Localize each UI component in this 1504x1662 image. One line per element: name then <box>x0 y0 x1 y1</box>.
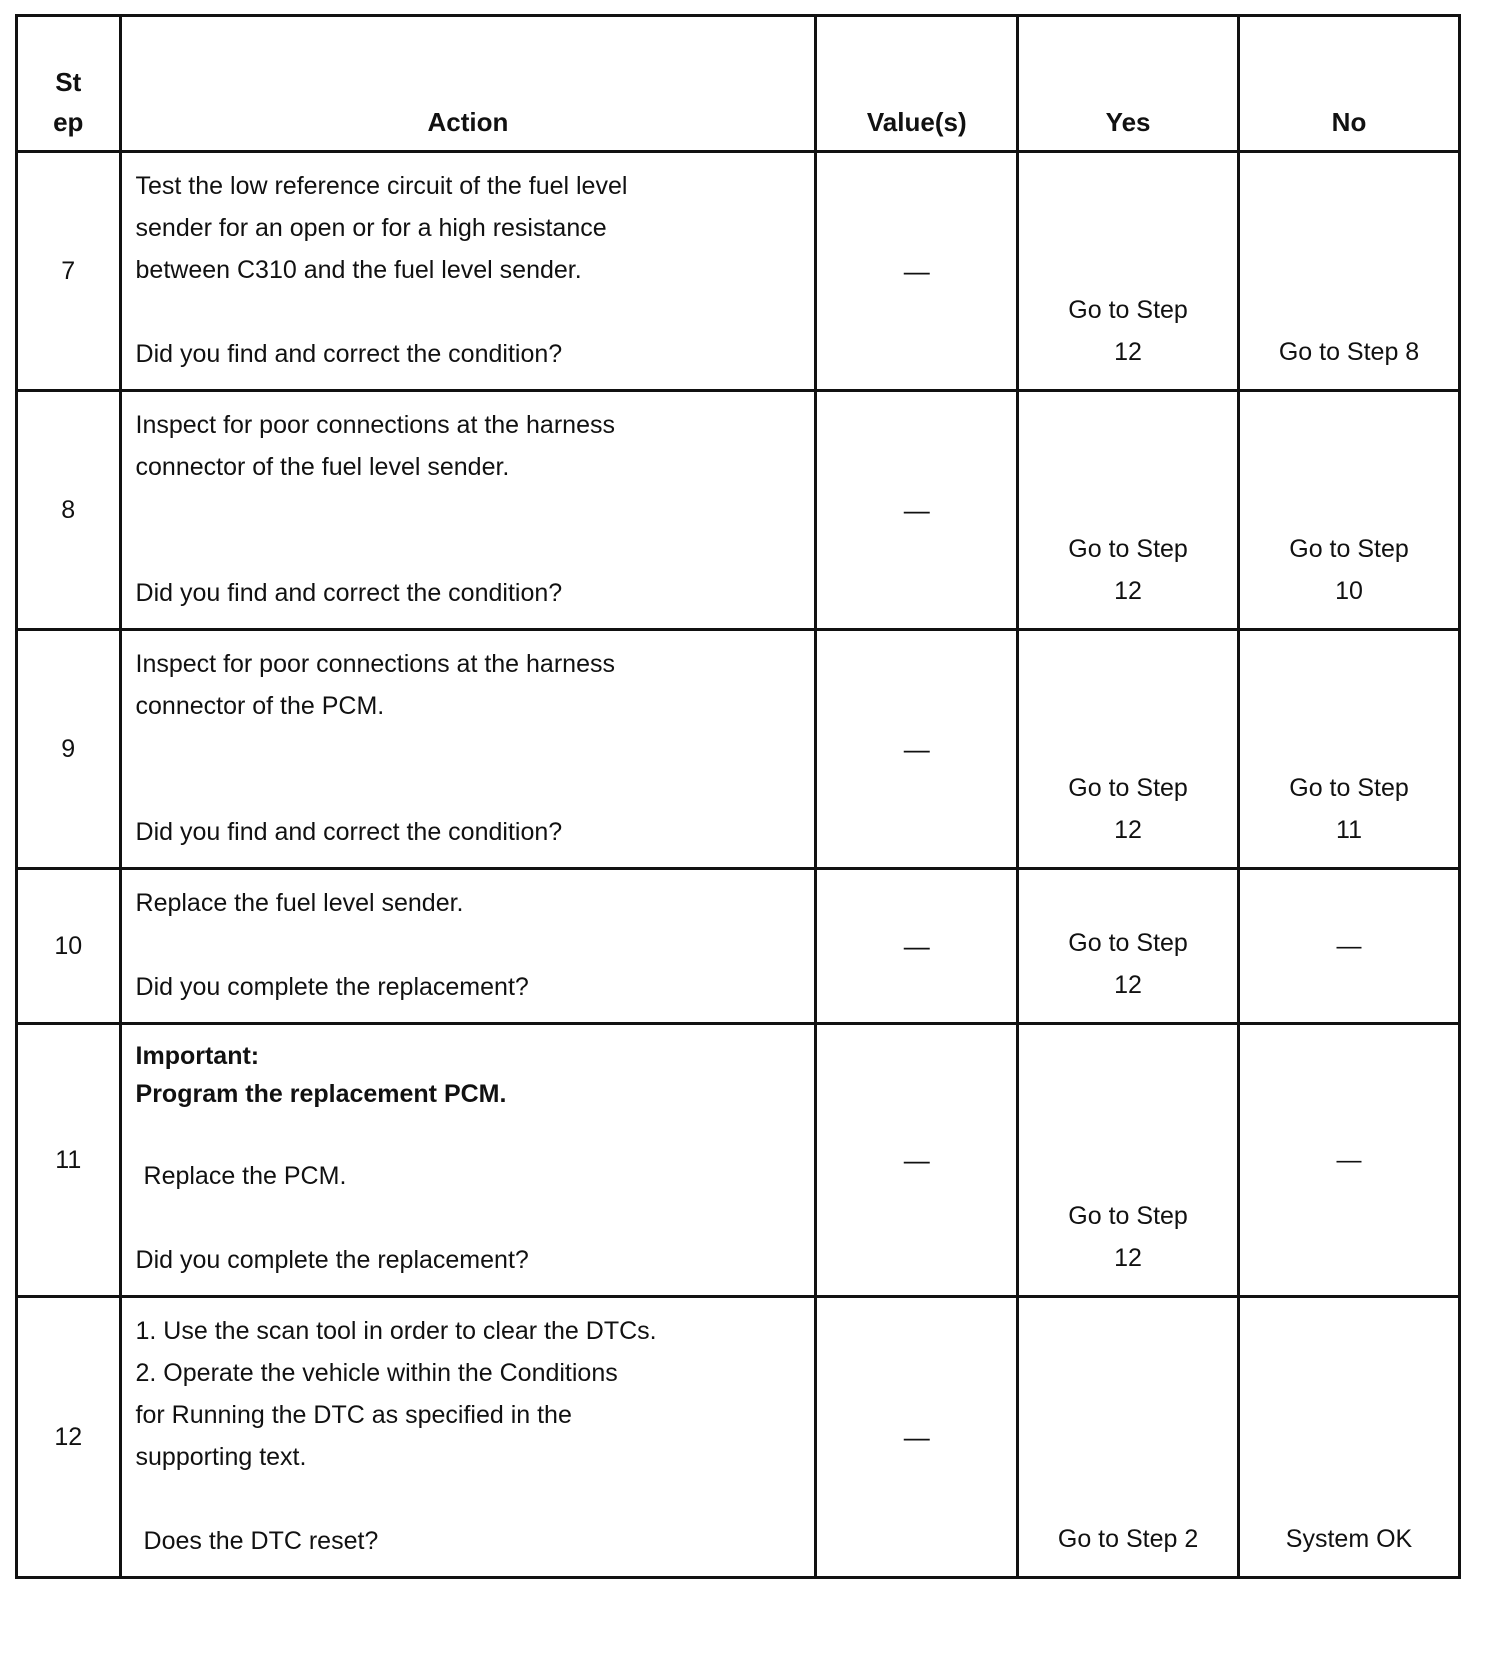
question: Did you complete the replacement? <box>135 1246 529 1274</box>
no-cell: — <box>1239 869 1460 1024</box>
header-action: Action <box>120 16 816 152</box>
table-row <box>17 630 1460 869</box>
value-cell: — <box>816 630 1018 869</box>
action-cell: Important: Program the replacement PCM. Replace the PCM. Did you complete the replacement? <box>120 1024 816 1297</box>
table-row <box>17 1024 1460 1297</box>
step-number: 8 <box>17 391 121 630</box>
question: Did you find and correct the condition? <box>135 340 563 368</box>
important-label: Important: <box>135 1042 260 1070</box>
step-number: 10 <box>17 869 121 1024</box>
action-cell: Test the low reference circuit of the fuel level sender for an open or for a high resistance between C310 and the fuel level sender. Did you find and correct the condition? <box>120 152 816 391</box>
question: Does the DTC reset? <box>143 1527 379 1555</box>
yes-cell: Go to Step 12 <box>1018 630 1239 869</box>
action-cell: Inspect for poor connections at the harness connector of the PCM. Did you find and correct the condition? <box>120 630 816 869</box>
header-values: Value(s) <box>816 16 1018 152</box>
no-cell: — <box>1239 1024 1460 1297</box>
no-cell: Go to Step 11 <box>1239 630 1460 869</box>
value-cell: — <box>816 391 1018 630</box>
step-number: 12 <box>17 1297 121 1578</box>
yes-cell: Go to Step 12 <box>1018 869 1239 1024</box>
question: Did you find and correct the condition? <box>135 818 563 846</box>
header-no: No <box>1239 16 1460 152</box>
step-number: 7 <box>17 152 121 391</box>
header-step: St ep <box>17 16 121 152</box>
table-row <box>17 869 1460 1024</box>
action-cell: 1. Use the scan tool in order to clear the DTCs. 2. Operate the vehicle within the Conditions for Running the DTC as specified in the supporting text. Does the DTC reset? <box>120 1297 816 1578</box>
header-row <box>17 16 1460 152</box>
table-row <box>17 152 1460 391</box>
no-cell: Go to Step 8 <box>1239 152 1460 391</box>
no-cell: Go to Step 10 <box>1239 391 1460 630</box>
value-cell: — <box>816 152 1018 391</box>
yes-cell: Go to Step 12 <box>1018 1024 1239 1297</box>
table-row <box>17 391 1460 630</box>
yes-cell: Go to Step 12 <box>1018 152 1239 391</box>
step-number: 11 <box>17 1024 121 1297</box>
no-cell: System OK <box>1239 1297 1460 1578</box>
important-text: Program the replacement PCM. <box>135 1080 507 1108</box>
diagnostic-table <box>15 14 1461 1579</box>
value-cell: — <box>816 1024 1018 1297</box>
step-number: 9 <box>17 630 121 869</box>
question: Did you find and correct the condition? <box>135 579 563 607</box>
value-cell: — <box>816 1297 1018 1578</box>
header-yes: Yes <box>1018 16 1239 152</box>
action-cell: Replace the fuel level sender. Did you complete the replacement? <box>120 869 816 1024</box>
question: Did you complete the replacement? <box>135 973 529 1001</box>
table-row <box>17 1297 1460 1578</box>
yes-cell: Go to Step 12 <box>1018 391 1239 630</box>
yes-cell: Go to Step 2 <box>1018 1297 1239 1578</box>
action-cell: Inspect for poor connections at the harness connector of the fuel level sender. Did you find and correct the condition? <box>120 391 816 630</box>
value-cell: — <box>816 869 1018 1024</box>
